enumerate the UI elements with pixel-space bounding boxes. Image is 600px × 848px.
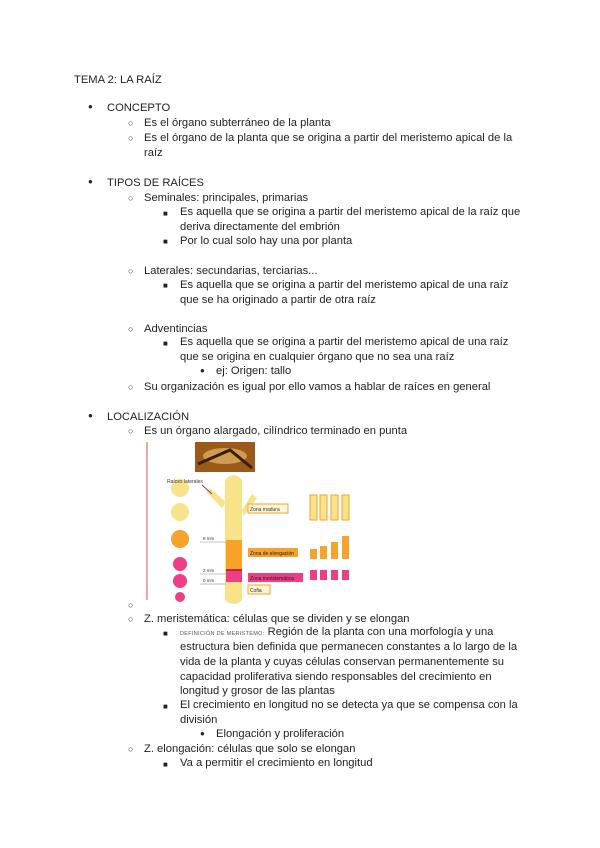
bullet-circle-icon: ○ — [128, 426, 134, 436]
section-heading-tipos: TIPOS DE RAÍCES — [107, 177, 204, 189]
definition-text: Región de la planta con una morfología y una — [267, 626, 494, 638]
list-item: Es aquella que se origina a partir del meristemo apical de una raíz — [180, 336, 509, 348]
label-8mm: 8 mm — [203, 536, 215, 541]
label-cofia: Cofia — [250, 588, 262, 594]
list-item: ej: Origen: tallo — [216, 365, 292, 377]
root-body — [225, 475, 242, 604]
bullet-disc-icon: ● — [200, 366, 205, 375]
list-item-continuation: que se origina en cualquier órgano que no sea una raíz — [180, 351, 455, 363]
list-item-laterales: Laterales: secundarias, terciarias... — [144, 265, 318, 277]
list-item: Es aquella que se origina a partir del meristemo apical de la raíz que — [180, 206, 521, 218]
bullet-square-icon: ■ — [163, 702, 168, 711]
label-0mm: 0 mm — [203, 578, 215, 583]
bullet-circle-icon: ○ — [128, 193, 134, 203]
section-heading-concepto: CONCEPTO — [107, 102, 171, 114]
root-elongation-zone — [226, 540, 242, 570]
label-raices-laterales: Raíces laterales — [167, 479, 203, 485]
bullet-disc-icon: ● — [88, 411, 93, 420]
list-item-continuation: vida de la planta y cuyas células conservan permanentemente su — [180, 656, 505, 668]
cell-circle-tiny — [175, 592, 185, 602]
list-item: Es un órgano alargado, cilíndrico terminado en punta — [144, 425, 408, 437]
list-item-organizacion: Su organización es igual por ello vamos a hablar de raíces en general — [144, 381, 491, 393]
list-item-continuation: deriva directamente del embrión — [180, 221, 340, 233]
list-item: Va a permitir el crecimiento en longitud — [180, 757, 373, 769]
list-item-continuation: raíz — [144, 147, 163, 159]
list-item-continuation: que se ha originado a partir de otra raíz — [180, 294, 376, 306]
page-title: TEMA 2: LA RAÍZ — [74, 74, 162, 86]
section-heading-localizacion: LOCALIZACIÓN — [107, 411, 190, 423]
bullet-square-icon: ■ — [163, 209, 168, 218]
list-item-continuation: estructura bien definida que permanecen constantes a lo largo de la — [180, 641, 518, 653]
list-item: El crecimiento en longitud no se detecta ya que se compensa con la — [180, 699, 518, 711]
root-meristem-zone — [226, 570, 242, 582]
mature-cells — [310, 495, 349, 520]
bullet-circle-icon: ○ — [128, 324, 134, 334]
list-item-continuation: capacidad proliferativa siendo responsables del crecimiento en — [180, 671, 492, 683]
bullet-circle-icon: ○ — [128, 614, 134, 624]
list-item: Es aquella que se origina a partir del meristemo apical de una raíz — [180, 279, 509, 291]
list-item-meristematica: Z. meristemática: células que se dividen y se elongan — [144, 613, 410, 625]
meristem-cells — [310, 570, 349, 580]
cell-circle-large — [171, 503, 189, 521]
list-item: Es el órgano de la planta que se origina a partir del meristemo apical de la — [144, 132, 513, 144]
list-item-seminales: Seminales: principales, primarias — [144, 192, 309, 204]
list-item-adventicias: Adventincias — [144, 323, 208, 335]
bullet-disc-icon: ● — [88, 102, 93, 111]
list-item-elongacion: Z. elongación: células que solo se elongan — [144, 743, 356, 755]
list-item: Elongación y proliferación — [216, 728, 345, 740]
bullet-circle-icon: ○ — [128, 382, 134, 392]
definition-line — [180, 625, 493, 641]
bullet-square-icon: ■ — [163, 760, 168, 769]
bullet-circle-icon: ○ — [128, 600, 134, 610]
definition-label: DEFINICIÓN DE MERISTEMO: — [180, 631, 265, 637]
label-zona-meristematica: Zona meristemática — [250, 576, 294, 582]
bullet-circle-icon: ○ — [128, 118, 134, 128]
label-zona-elongacion: Zona de elongación — [250, 551, 294, 557]
root-photo-highlight — [203, 448, 247, 464]
bullet-disc-icon: ● — [200, 729, 205, 738]
bullet-square-icon: ■ — [163, 281, 168, 290]
bullet-disc-icon: ● — [88, 177, 93, 186]
list-item: Por lo cual solo hay una por planta — [180, 235, 353, 247]
list-item-continuation: división — [180, 714, 218, 726]
bullet-circle-icon: ○ — [128, 133, 134, 143]
label-zona-madura: Zona madura — [250, 507, 280, 513]
bullet-square-icon: ■ — [163, 237, 168, 246]
bullet-square-icon: ■ — [163, 629, 168, 638]
bullet-circle-icon: ○ — [128, 266, 134, 276]
bullet-square-icon: ■ — [163, 339, 168, 348]
list-item-continuation: longitud y grosor de las plantas — [180, 685, 335, 697]
root-zones-diagram — [140, 440, 370, 605]
cell-circle-small — [173, 574, 187, 588]
cell-circle-medium — [171, 530, 189, 548]
elongating-cells — [310, 536, 349, 559]
cell-circle-small — [173, 557, 187, 571]
label-2mm: 2 mm — [203, 568, 215, 573]
list-item: Es el órgano subterráneo de la planta — [144, 117, 331, 129]
bullet-circle-icon: ○ — [128, 744, 134, 754]
